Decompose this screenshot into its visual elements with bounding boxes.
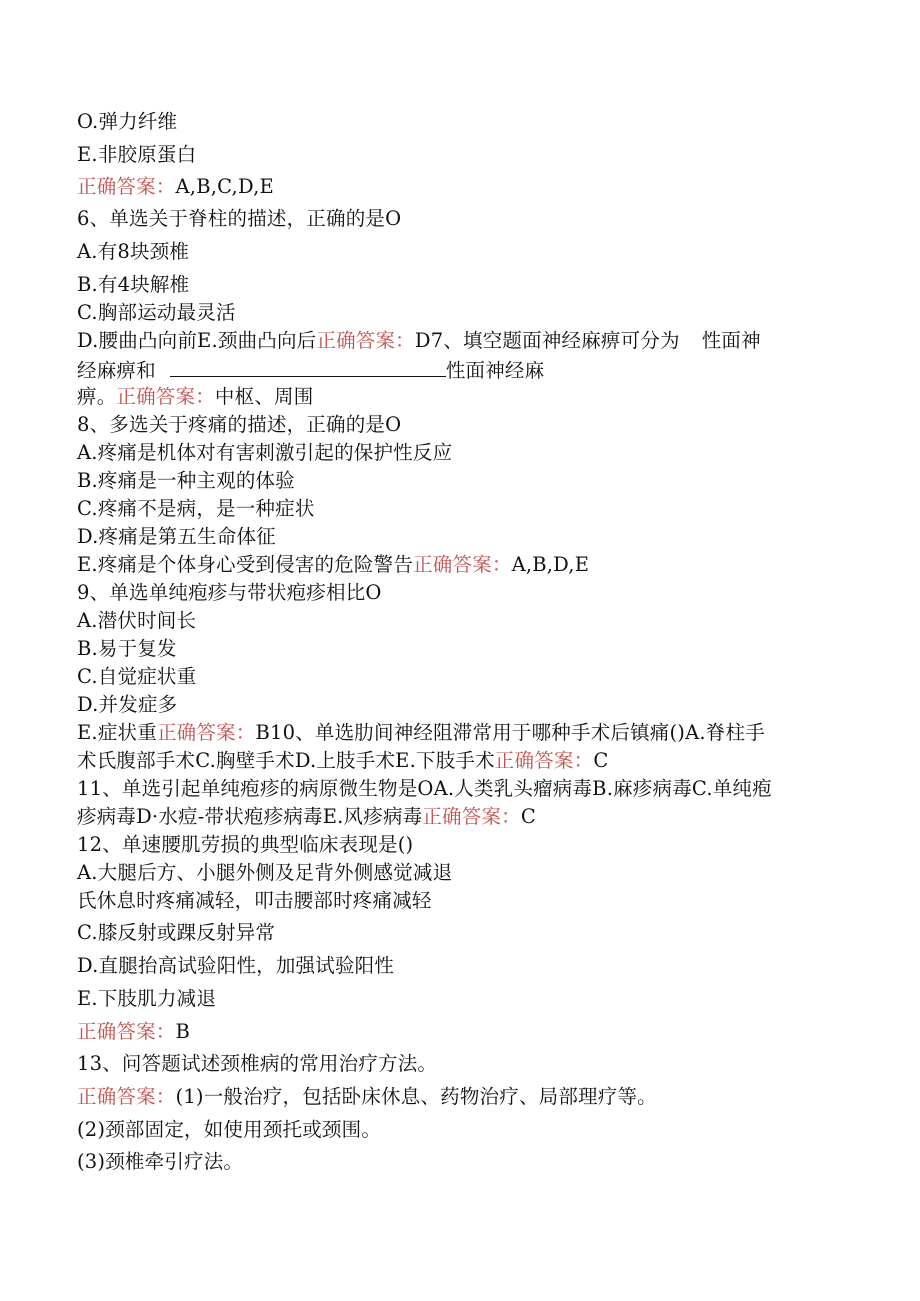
question-line: 9、单选单纯疱疹与带状疱疹相比O [77,581,382,604]
option-line: B.有4块解椎 [77,273,190,296]
answer-line [77,1019,190,1045]
question-line: 8、多选关于疼痛的描述，正确的是O [77,413,402,436]
question-line: 12、单速腰肌劳损的典型临床表现是() [77,833,414,856]
option-line: A.有8块颈椎 [77,240,190,263]
question-line: 13、问答题试述颈椎病的常用治疗方法。 [77,1052,438,1075]
answer-label: 正确答案： [116,385,215,408]
option-line: D.并发症多 [77,693,178,716]
option-line: O.弹力纤维 [77,110,178,133]
option-line: B.易于复发 [77,637,177,660]
answer-label: 正确答案： [77,175,176,198]
answer-line [77,174,274,200]
answer-label: 正确答案： [77,1085,176,1108]
blank-underline [170,356,446,377]
answer-value: 中枢、周围 [214,385,314,408]
answer-line: 痹。正确答案：中枢、周围 [77,385,314,408]
answer-label: 正确答案： [156,721,256,744]
option-line: C.胸部运动最灵活 [77,301,236,324]
question-line: 6、单选关于脊柱的描述，正确的是O [77,207,402,230]
answer-value: A,B,D,E [511,553,590,576]
mixed-line: D.腰曲凸向前E.颈曲凸向后正确答案：D7、填空题面神经麻痹可分为 性面神 [77,329,761,352]
option-line: C.膝反射或踝反射异常 [77,921,276,944]
answer-continuation: (2)颈部固定，如使用颈托或颈围。 [77,1118,382,1141]
answer-value: C [520,805,536,828]
option-line: C.疼痛不是病，是一种症状 [77,497,315,520]
option-line: E.非胶原蛋白 [77,143,197,166]
answer-label: 正确答案： [413,553,512,576]
answer-continuation: (3)颈椎牵引疗法。 [77,1150,244,1173]
answer-value: C [593,749,609,772]
option-line: C.自觉症状重 [77,665,197,688]
answer-label: 正确答案： [316,329,415,352]
question-line: 11、单选引起单纯疱疹的病原微生物是OA.人类乳头瘤病毒B.麻疹病毒C.单纯疱 [77,777,772,800]
answer-label: 正确答案： [77,1020,176,1043]
answer-label: 正确答案： [494,749,594,772]
option-line: B.疼痛是一种主观的体验 [77,469,295,492]
answer-value: A,B,C,D,E [175,175,274,198]
fill-blank-line: 经麻痹和 性面神经麻 [77,356,544,384]
option-line: A.疼痛是机体对有害刺激引起的保护性反应 [77,441,453,464]
option-line: 氏休息时疼痛减轻，叩击腰部时疼痛减轻 [77,889,432,912]
option-line: E.下肢肌力减退 [77,987,217,1010]
option-line: D.直腿抬高试验阳性，加强试验阳性 [77,954,395,977]
answer-line: 疹病毒D·水痘-带状疱疹病毒E.风疹病毒正确答案：C [77,805,536,828]
answer-label: 正确答案： [422,805,521,828]
answer-value: B [175,1020,191,1043]
answer-line [77,1084,657,1110]
option-line: A.潜伏时间长 [77,609,197,632]
option-line: A.大腿后方、小腿外侧及足背外侧感觉减退 [77,861,453,884]
mixed-line: E.症状重正确答案：B10、单选肋间神经阻滞常用于哪种手术后镇痛()A.脊柱手 [77,721,765,744]
answer-line: E.疼痛是个体身心受到侵害的危险警告正确答案：A,B,D,E [77,553,590,576]
option-line: D.疼痛是第五生命体征 [77,525,276,548]
answer-line: 术氏腹部手术C.胸壁手术D.上肢手术E.下肢手术正确答案：C [77,749,609,772]
answer-value: (1)一般治疗，包括卧床休息、药物治疗、局部理疗等。 [175,1085,657,1108]
